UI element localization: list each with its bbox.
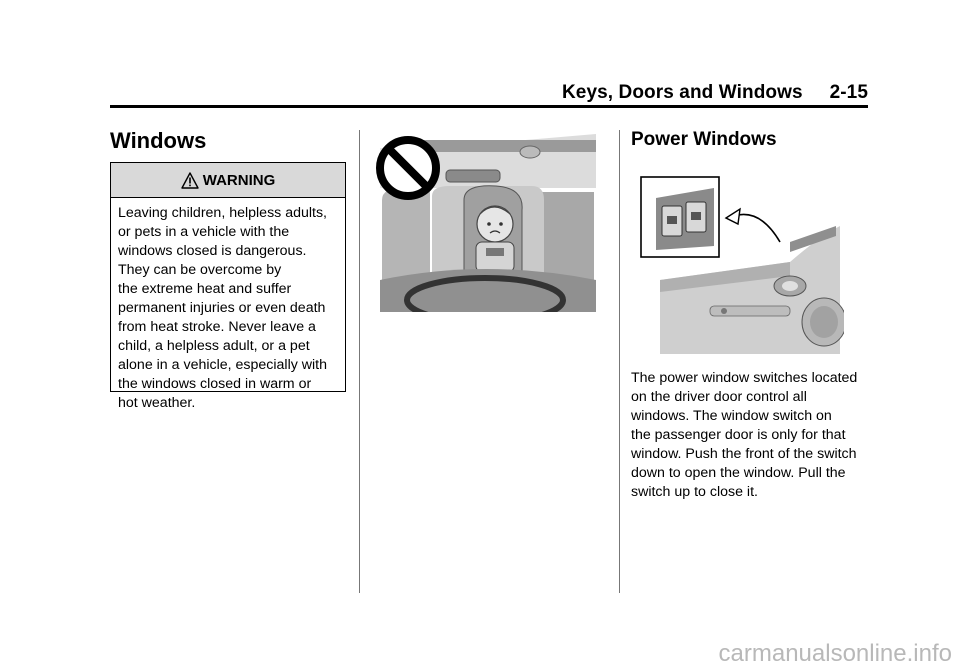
warning-label: WARNING xyxy=(202,171,276,189)
warning-line: the extreme heat and suffer xyxy=(118,281,292,297)
paragraph-line: switch up to close it. xyxy=(631,484,758,500)
warning-line: windows closed is dangerous. xyxy=(118,243,307,259)
header-text: Keys, Doors and Windows 2-15 xyxy=(561,82,868,103)
warning-line: or pets in a vehicle with the xyxy=(118,224,290,240)
warning-triangle-icon xyxy=(181,172,199,189)
power-windows-paragraph xyxy=(631,369,857,502)
column-divider-1 xyxy=(359,130,360,593)
paragraph-line: the passenger door is only for that xyxy=(631,427,846,443)
child-in-car-illustration xyxy=(372,130,598,312)
warning-line: from heat stroke. Never leave a xyxy=(118,319,316,335)
warning-line: alone in a vehicle, especially with xyxy=(118,357,327,373)
warning-header xyxy=(111,163,345,198)
paragraph-line: window. Push the front of the switch xyxy=(631,446,857,462)
warning-line: child, a helpless adult, or a pet xyxy=(118,338,310,354)
warning-text xyxy=(111,198,345,413)
paragraph-line: on the driver door control all xyxy=(631,389,807,405)
warning-line: the windows closed in warm or xyxy=(118,376,312,392)
column-divider-2 xyxy=(619,130,620,593)
paragraph-line: The power window switches located xyxy=(631,370,858,386)
running-header xyxy=(110,82,868,106)
warning-line: permanent injuries or even death xyxy=(118,300,326,316)
watermark-site-name: carmanualsonline.info xyxy=(718,640,952,667)
header-rule xyxy=(110,105,868,108)
warning-line: They can be overcome by xyxy=(118,262,282,278)
warning-line: hot weather. xyxy=(118,395,196,411)
section-title-power-windows: Power Windows xyxy=(631,129,777,150)
section-title-windows: Windows xyxy=(110,128,207,153)
paragraph-line: windows. The window switch on xyxy=(631,408,832,424)
warning-line: Leaving children, helpless adults, xyxy=(118,205,328,221)
warning-box xyxy=(110,162,346,411)
paragraph-line: down to open the window. Pull the xyxy=(631,465,846,481)
power-window-switch-illustration xyxy=(640,176,844,354)
